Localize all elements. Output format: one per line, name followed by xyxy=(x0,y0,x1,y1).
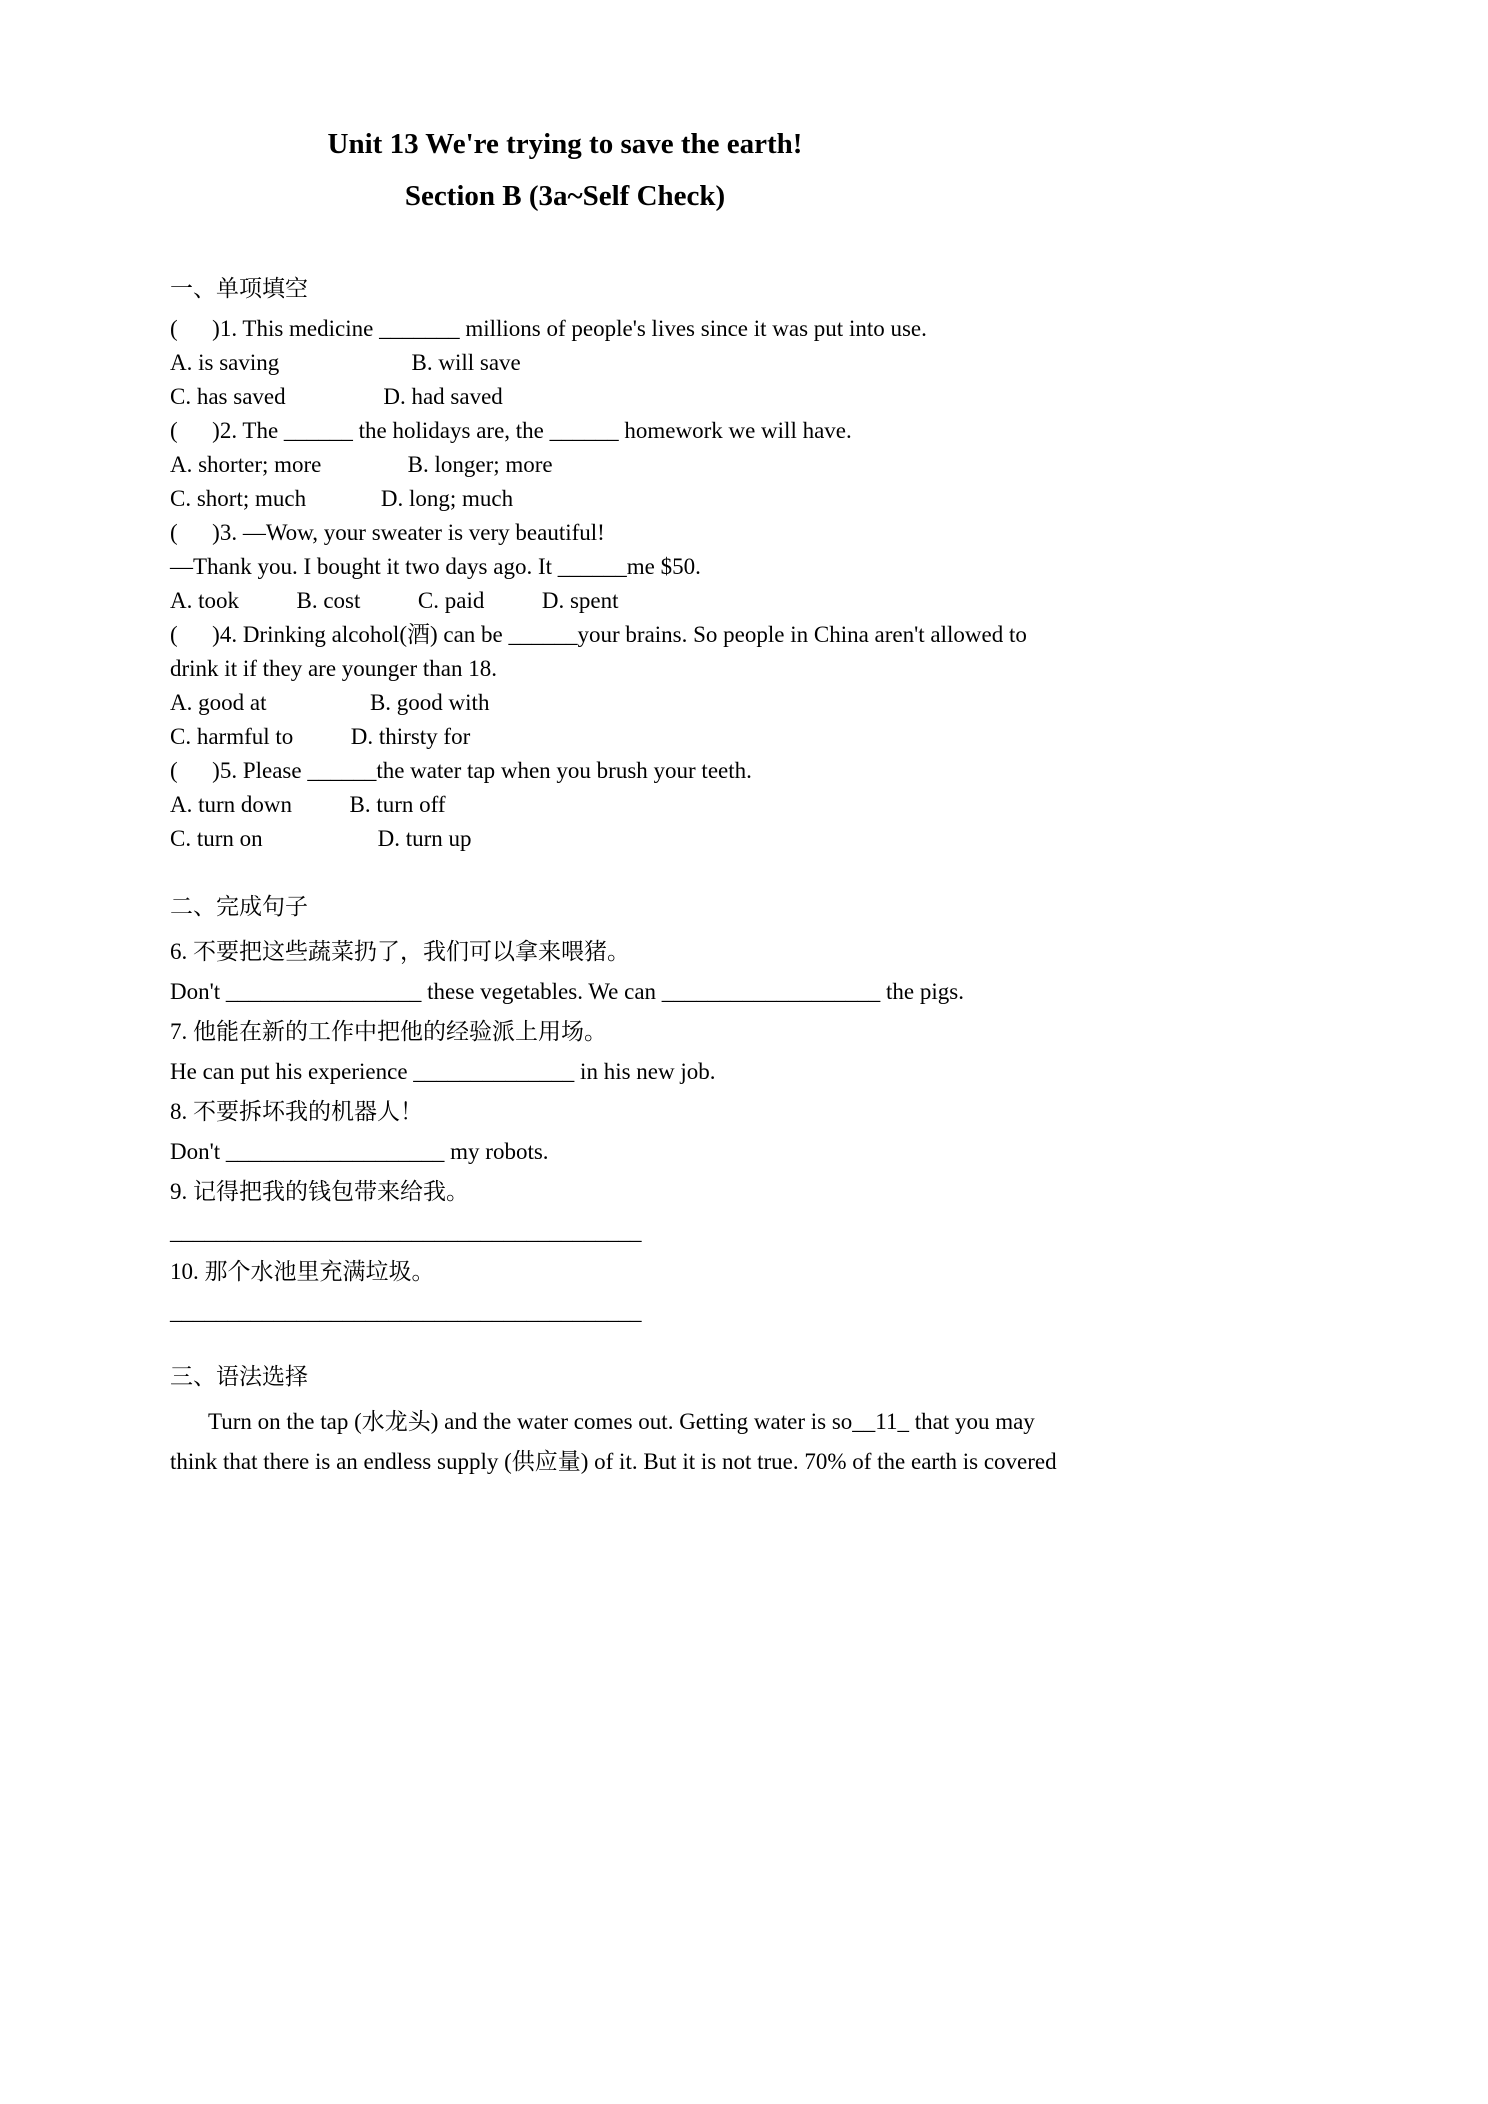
passage-line-1: Turn on the tap (水龙头) and the water comes out. Getting water is so__11_ that you may xyxy=(208,1409,1035,1434)
question-5-options-cd: C. turn on D. turn up xyxy=(170,826,472,851)
question-8-chinese: 8. 不要拆坏我的机器人！ xyxy=(170,1099,423,1124)
question-7-answer-line: He can put his experience ______________ in his new job. xyxy=(170,1059,716,1084)
question-6-chinese: 6. 不要把这些蔬菜扔了，我们可以拿来喂猪。 xyxy=(170,939,630,964)
question-1-options-ab: A. is saving B. will save xyxy=(170,350,521,375)
section-2-heading: 二、完成句子 xyxy=(170,894,308,919)
document-subtitle: Section B (3a~Self Check) xyxy=(404,180,726,212)
document-title: Unit 13 We're trying to save the earth! xyxy=(327,128,803,160)
section-complete-sentences xyxy=(170,890,1348,1332)
question-2-options-cd: C. short; much D. long; much xyxy=(170,486,514,511)
passage-line-2: think that there is an endless supply (供应量) of it. But it is not true. 70% of the earth is covered xyxy=(170,1449,1057,1474)
question-2-options-ab: A. shorter; more B. longer; more xyxy=(170,452,553,477)
section-grammar-choice xyxy=(170,1360,1348,1482)
question-4-options-cd: C. harmful to D. thirsty for xyxy=(170,724,471,749)
question-5-stem: ( )5. Please ______the water tap when you brush your teeth. xyxy=(170,758,752,783)
question-2-stem: ( )2. The ______ the holidays are, the ______ homework we will have. xyxy=(170,418,852,443)
question-3-stem: ( )3. —Wow, your sweater is very beautiful! xyxy=(170,520,605,545)
question-9-blank-line: _________________________________________ xyxy=(170,1219,642,1244)
question-8-answer-line: Don't ___________________ my robots. xyxy=(170,1139,549,1164)
title-block xyxy=(170,118,960,222)
question-10-blank-line: _________________________________________ xyxy=(170,1299,642,1324)
section-1-heading: 一、单项填空 xyxy=(170,276,308,301)
section-multiple-choice xyxy=(170,272,1348,856)
question-4-stem: ( )4. Drinking alcohol(酒) can be ______your brains. So people in China aren't allowed to xyxy=(170,622,1027,647)
question-3-options: A. took B. cost C. paid D. spent xyxy=(170,588,619,613)
question-10-chinese: 10. 那个水池里充满垃圾。 xyxy=(170,1259,435,1284)
question-9-chinese: 9. 记得把我的钱包带来给我。 xyxy=(170,1179,469,1204)
section-3-heading: 三、语法选择 xyxy=(170,1364,308,1389)
question-4-options-ab: A. good at B. good with xyxy=(170,690,490,715)
question-1-stem: ( )1. This medicine _______ millions of people's lives since it was put into use. xyxy=(170,316,927,341)
question-3-stem-line2: —Thank you. I bought it two days ago. It ______me $50. xyxy=(170,554,701,579)
question-1-options-cd: C. has saved D. had saved xyxy=(170,384,503,409)
question-5-options-ab: A. turn down B. turn off xyxy=(170,792,446,817)
question-7-chinese: 7. 他能在新的工作中把他的经验派上用场。 xyxy=(170,1019,607,1044)
question-4-stem-line2: drink it if they are younger than 18. xyxy=(170,656,498,681)
question-6-answer-line: Don't _________________ these vegetables. We can ___________________ the pigs. xyxy=(170,979,964,1004)
